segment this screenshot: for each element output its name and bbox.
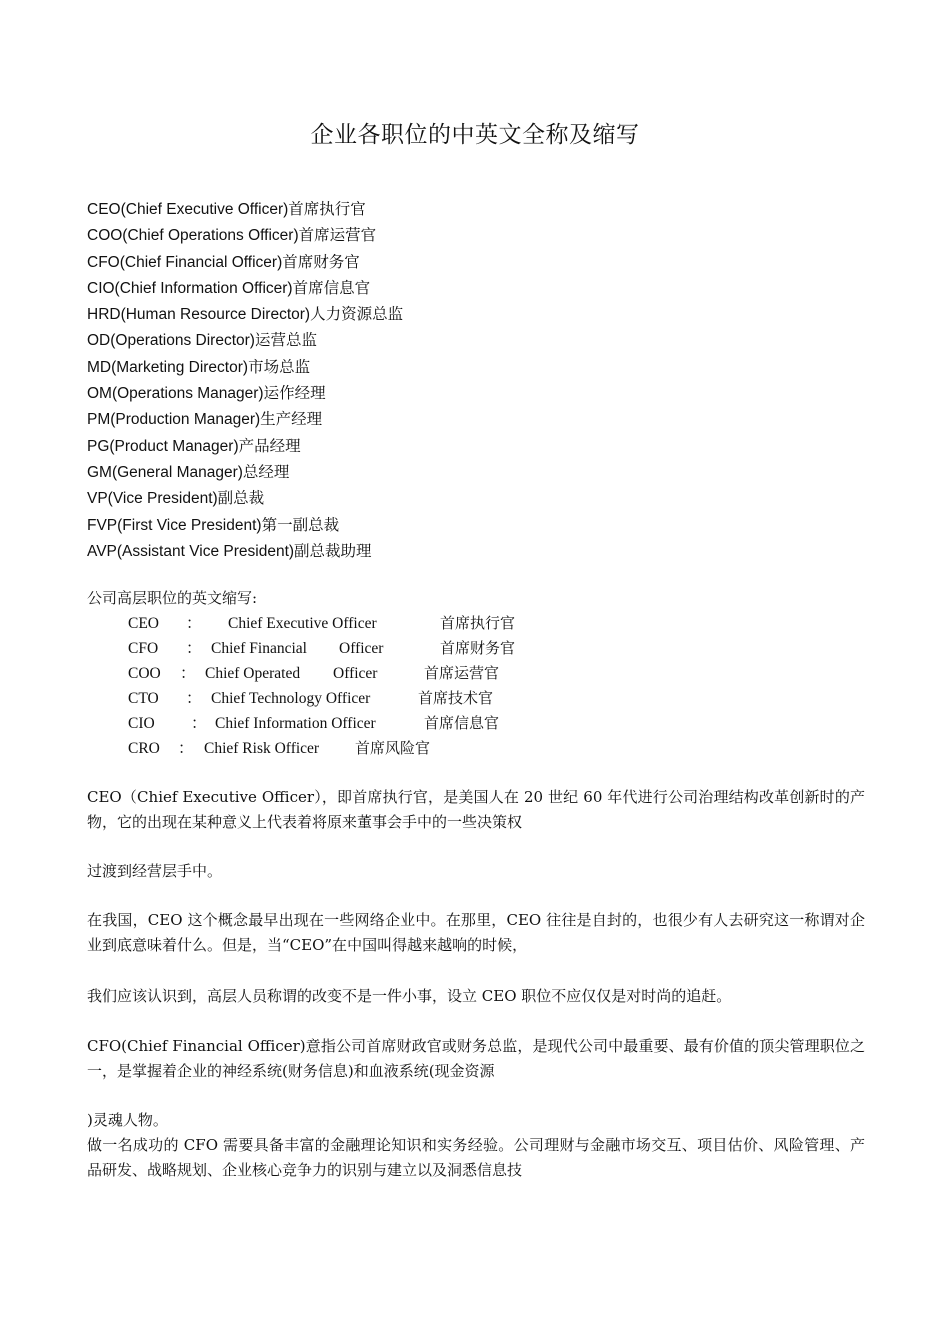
abbreviation-title: Chief Financial — [211, 640, 307, 657]
role-english: CFO(Chief Financial Officer) — [87, 253, 283, 271]
role-english: PG(Product Manager) — [87, 437, 239, 455]
role-chinese: 市场总监 — [248, 357, 311, 376]
abbreviation-title: Chief Technology Officer — [211, 690, 371, 707]
role-item — [87, 512, 403, 538]
role-item — [87, 406, 403, 432]
abbreviation-title-extra: Officer — [339, 640, 384, 657]
role-item — [87, 222, 403, 248]
abbreviation-chinese: 首席运营官 — [424, 664, 500, 682]
abbreviation-chinese: 首席财务官 — [440, 639, 516, 657]
abbreviation-code: CIO — [128, 715, 155, 732]
paragraph-ceo-transfer: 过渡到经营层手中。 — [87, 862, 223, 880]
paragraph-cfo-soul: )灵魂人物。 — [87, 1111, 168, 1129]
role-english: OM(Operations Manager) — [87, 385, 264, 403]
abbreviation-separator: ： — [186, 640, 202, 657]
abbreviation-code: CEO — [128, 615, 159, 632]
role-chinese: 副总裁 — [217, 489, 265, 508]
role-chinese: 产品经理 — [238, 436, 301, 455]
abbreviation-separator: ： — [186, 615, 202, 632]
role-chinese: 运作经理 — [263, 384, 326, 403]
abbreviation-title-extra: Officer — [333, 665, 378, 682]
role-item — [87, 380, 403, 406]
role-english: VP(Vice President) — [87, 490, 218, 508]
role-chinese: 首席信息官 — [292, 278, 371, 297]
role-list — [87, 196, 403, 564]
role-item — [87, 275, 403, 301]
role-item — [87, 433, 403, 459]
role-english: COO(Chief Operations Officer) — [87, 227, 299, 245]
role-chinese: 第一副总裁 — [261, 515, 340, 534]
role-chinese: 生产经理 — [260, 410, 323, 429]
role-english: PM(Production Manager) — [87, 411, 261, 429]
role-item — [87, 485, 403, 511]
document-title: 企业各职位的中英文全称及缩写 — [310, 122, 640, 148]
abbreviation-code: COO — [128, 665, 161, 682]
abbreviation-code: CFO — [128, 640, 159, 657]
role-item — [87, 538, 403, 564]
role-chinese: 副总裁助理 — [294, 541, 372, 560]
role-english: MD(Marketing Director) — [87, 358, 249, 376]
role-item — [87, 327, 403, 353]
role-english: AVP(Assistant Vice President) — [87, 542, 295, 560]
role-english: FVP(First Vice President) — [87, 516, 262, 534]
paragraph-ceo-origin: CEO（Chief Executive Officer），即首席执行官，是美国人在 20 世纪 60 年代进行公司治理结构改革创新时的产物，它的出现在某种意义上代表着将原来董事会手中的一些决策权 — [87, 788, 865, 831]
role-english: OD(Operations Director) — [87, 332, 255, 350]
role-english: HRD(Human Resource Director) — [87, 306, 311, 324]
role-chinese: 首席执行官 — [288, 200, 366, 218]
paragraph-cfo-definition: CFO(Chief Financial Officer)意指公司首席财政官或财务总监，是现代公司中最重要、最有价值的顶尖管理职位之一，是掌握着企业的神经系统(财务信息)和血液系统(现金资源 — [87, 1037, 865, 1080]
abbreviation-heading: 公司高层职位的英文缩写: — [87, 589, 258, 607]
role-item — [87, 249, 403, 275]
role-english: GM(General Manager) — [87, 463, 243, 481]
abbreviation-title: Chief Operated — [205, 665, 301, 682]
abbreviation-chinese: 首席执行官 — [440, 614, 516, 632]
abbreviation-title: Chief Executive Officer — [228, 615, 377, 632]
paragraph-cfo-skills: 做一名成功的 CFO 需要具备丰富的金融理论知识和实务经验。公司理财与金融市场交互、项目估价、风险管理、产品研发、战略规划、企业核心竞争力的识别与建立以及洞悉信息技 — [87, 1136, 865, 1179]
role-chinese: 首席财务官 — [282, 252, 360, 271]
role-item — [87, 459, 403, 485]
abbreviation-chinese: 首席风险官 — [355, 739, 431, 757]
role-chinese: 首席运营官 — [298, 226, 377, 245]
role-english: CIO(Chief Information Officer) — [87, 279, 293, 297]
paragraph-ceo-awareness: 我们应该认识到，高层人员称谓的改变不是一件小事，设立 CEO 职位不应仅仅是对时尚的追赶。 — [87, 987, 732, 1005]
role-item — [87, 196, 403, 222]
role-chinese: 人力资源总监 — [310, 305, 404, 324]
paragraph-ceo-china: 在我国，CEO 这个概念最早出现在一些网络企业中。在那里，CEO 往往是自封的，也很少有人去研究这一称谓对企业到底意味着什么。但是，当“CEO”在中国叫得越来越响的时候， — [87, 911, 865, 954]
role-chinese: 运营总监 — [254, 331, 317, 350]
abbreviation-chinese: 首席信息官 — [424, 714, 500, 732]
abbreviation-chinese: 首席技术官 — [418, 689, 494, 707]
role-item — [87, 301, 403, 327]
abbreviation-separator: ： — [178, 740, 194, 757]
abbreviation-title: Chief Risk Officer — [204, 740, 320, 757]
role-chinese: 总经理 — [242, 462, 290, 481]
abbreviation-separator: ： — [186, 690, 202, 707]
role-item — [87, 354, 403, 380]
role-english: CEO(Chief Executive Officer) — [87, 201, 289, 218]
abbreviation-separator: ： — [180, 665, 196, 682]
abbreviation-code: CTO — [128, 690, 159, 707]
abbreviation-title: Chief Information Officer — [215, 715, 376, 732]
abbreviation-code: CRO — [128, 740, 160, 757]
abbreviation-separator: ： — [191, 715, 207, 732]
